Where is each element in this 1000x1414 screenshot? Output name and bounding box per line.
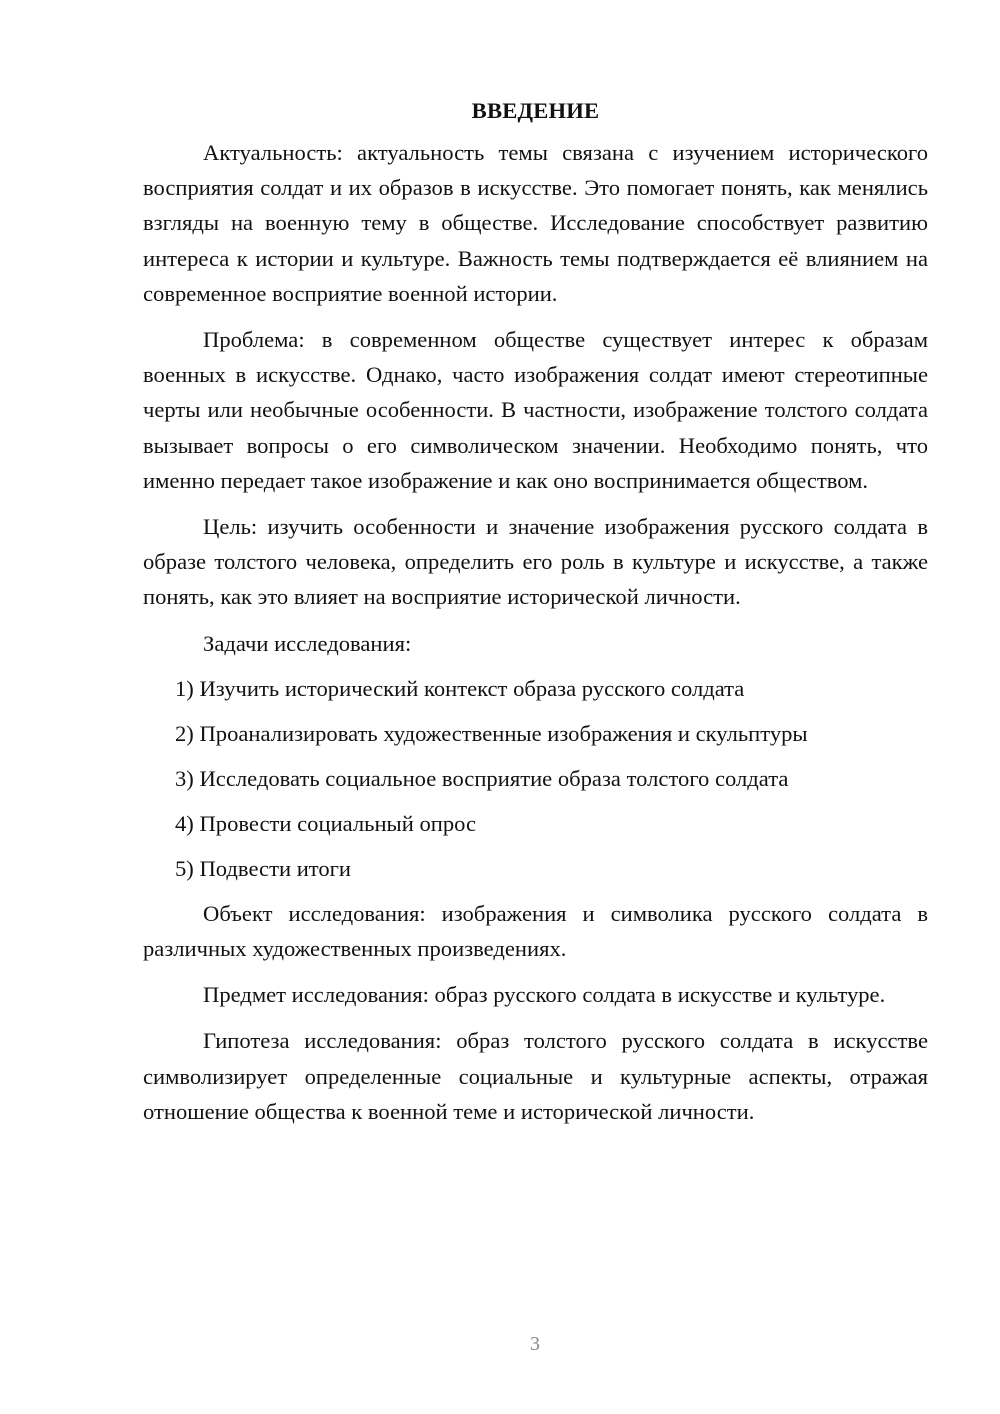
paragraph-goal: Цель: изучить особенности и значение изображения русского солдата в образе толстого человека, определить его роль в культуре и искусстве, а также понять, как это влияет на восприятие исторической личности. xyxy=(143,514,928,610)
tasks-heading: Задачи исследования: xyxy=(203,630,412,656)
page-title: ВВЕДЕНИЕ xyxy=(471,98,600,123)
list-item: 4) Провести социальный опрос xyxy=(175,810,477,836)
paragraph-object: Объект исследования: изображения и символика русского солдата в различных художественных произведениях. xyxy=(143,900,928,962)
document-page xyxy=(143,96,928,1140)
list-item: 1) Изучить исторический контекст образа русского солдата xyxy=(175,675,745,701)
paragraph-subject: Предмет исследования: образ русского солдата в искусстве и культуре. xyxy=(203,982,886,1008)
list-item: 3) Исследовать социальное восприятие образа толстого солдата xyxy=(175,765,789,791)
paragraph-problem: Проблема: в современном обществе существует интерес к образам военных в искусстве. Однако, часто изображения солдат имеют стереотипные черты или необычные особенности. В частности, изображение толстого солдата вызывает вопросы о его символическом значении. Необходимо понять, что именно передает такое изображение и как оно воспринимается обществом. xyxy=(143,327,928,493)
list-item: 5) Подвести итоги xyxy=(175,855,352,881)
list-item: 2) Проанализировать художественные изображения и скульптуры xyxy=(175,720,808,746)
paragraph-relevance: Актуальность: актуальность темы связана с изучением исторического восприятия солдат и их образов в искусстве. Это помогает понять, как менялись взгляды на военную тему в обществе. Исследование способствует развитию интереса к истории и культуре. Важность темы подтверждается её влиянием на современное восприятие военной истории. xyxy=(143,140,928,306)
tasks-list xyxy=(143,671,928,886)
paragraph-hypothesis: Гипотеза исследования: образ толстого русского солдата в искусстве символизирует определенные социальные и культурные аспекты, отражая отношение общества к военной теме и исторической личности. xyxy=(143,1028,928,1124)
page-number: 3 xyxy=(530,1333,540,1355)
